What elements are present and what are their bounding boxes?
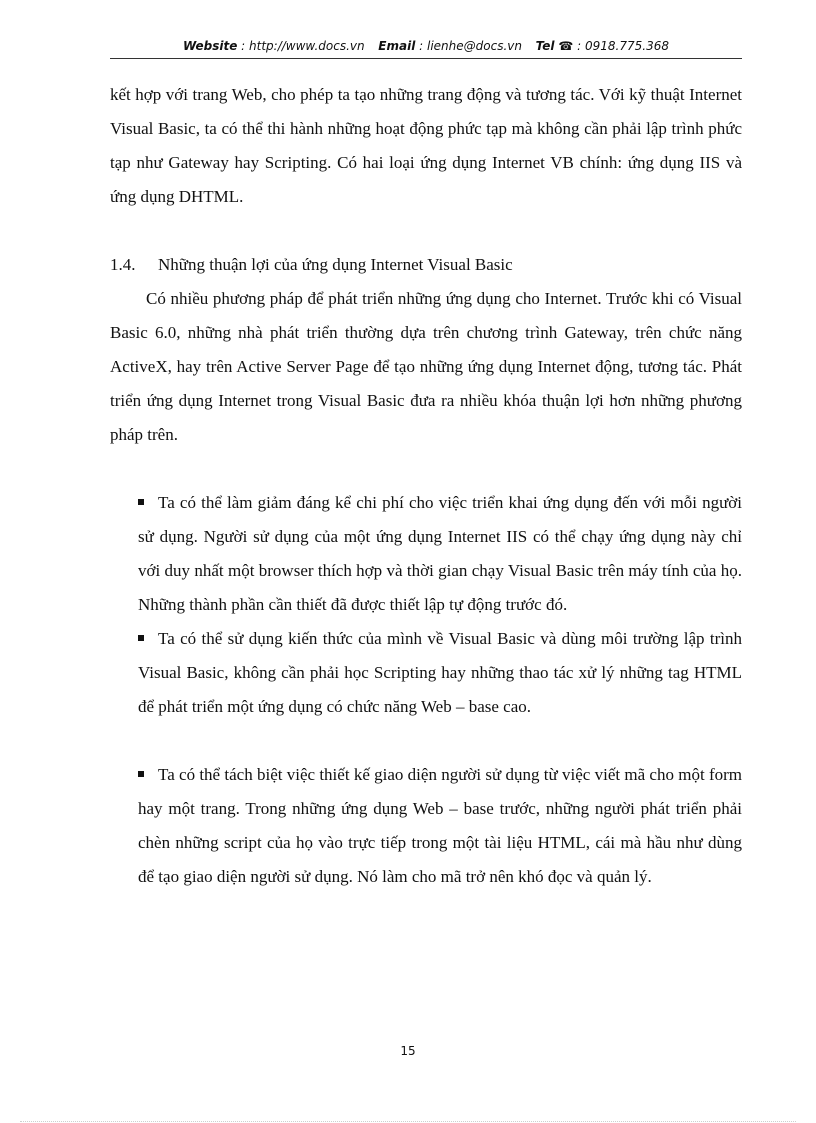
list-item-text: Ta có thể sử dụng kiến thức của mình về Visual Basic và dùng môi trường lập trình Visual Basic, không cần phải học Scripting hay những thao tác xử lý những tag HTML để phát triển một ứng dụng có chức năng Web – base cao.: [138, 629, 742, 716]
page-bottom-border: [20, 1121, 796, 1122]
square-bullet-icon: [138, 499, 144, 505]
section-paragraph: Có nhiều phương pháp để phát triển những ứng dụng cho Internet. Trước khi có Visual Basic 6.0, những nhà phát triển thường dựa trên chương trình Gateway, trên chức năng ActiveX, hay trên Active Server Page để tạo những ứng dụng Internet động, tương tác. Phát triển ứng dụng Internet trong Visual Basic đưa ra nhiều khóa thuận lợi hơn những phương pháp trên.: [110, 289, 742, 444]
list-item: [110, 486, 742, 622]
page-number: 15: [400, 1044, 416, 1058]
square-bullet-icon: [138, 771, 144, 777]
website-value: : http://www.docs.vn: [241, 39, 365, 53]
square-bullet-icon: [138, 635, 144, 641]
email-label: Email: [378, 39, 416, 53]
website-label: Website: [183, 39, 238, 53]
email-value: : lienhe@docs.vn: [419, 39, 522, 53]
list-item: [110, 758, 742, 894]
section-heading: [110, 248, 742, 282]
intro-paragraph: kết hợp với trang Web, cho phép ta tạo những trang động và tương tác. Với kỹ thuật Internet Visual Basic, ta có thể thi hành những hoạt động phức tạp mà không cần phải lập trình phức tạp như Gateway hay Scripting. Có hai loại ứng dụng Internet VB chính: ứng dụng IIS và ứng dụng DHTML.: [110, 85, 742, 206]
header-divider: [110, 58, 742, 59]
tel-value: : 0918.775.368: [577, 39, 669, 53]
phone-icon: ☎: [558, 39, 574, 53]
section-title: Những thuận lợi của ứng dụng Internet Visual Basic: [158, 255, 513, 274]
tel-label: Tel: [535, 39, 555, 53]
page-header: [110, 39, 742, 53]
list-item-text: Ta có thể tách biệt việc thiết kế giao diện người sử dụng từ việc viết mã cho một form hay một trang. Trong những ứng dụng Web – base trước, những người phát triển phải chèn những script của họ vào trực tiếp trong một tài liệu HTML, cái mà hầu như dùng để tạo giao diện người sử dụng. Nó làm cho mã trở nên khó đọc và quản lý.: [138, 765, 742, 886]
list-item: [110, 622, 742, 724]
list-item-text: Ta có thể làm giảm đáng kể chi phí cho việc triển khai ứng dụng đến với mỗi người sử dụng. Người sử dụng của một ứng dụng Internet IIS có thể chạy ứng dụng này chỉ với duy nhất một browser thích hợp và thời gian chạy Visual Basic trên máy tính của họ. Những thành phần cần thiết đã được thiết lập tự động trước đó.: [138, 493, 742, 614]
document-body: [110, 78, 742, 894]
section-number: 1.4.: [110, 255, 136, 274]
